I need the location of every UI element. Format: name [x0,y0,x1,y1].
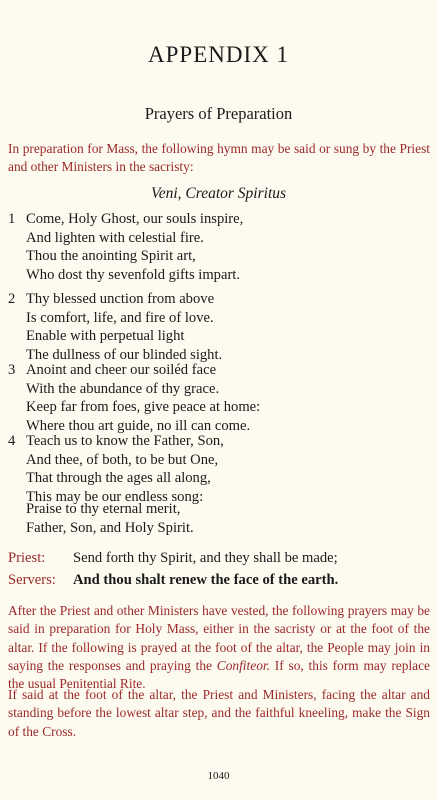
verse-number: 4 [8,433,16,449]
verse-number: 1 [8,211,16,227]
doxology-line: Father, Son, and Holy Spirit. [26,519,194,536]
dialogue-text: Send forth thy Spirit, and they shall be made; [73,550,338,566]
verse-line: Anoint and cheer our soiléd face [26,362,217,378]
verse-line: That through the ages all along, [26,470,211,486]
rubric-text: If so, this form may replace the usual Penitential Rite. [8,657,430,692]
verse-number: 2 [8,291,16,307]
rubric-confiteor: Confiteor. [216,657,270,673]
dialogue-servers [8,572,428,589]
verse-line: Come, Holy Ghost, our souls inspire, [26,211,244,227]
rubric-foot-of-altar: If said at the foot of the altar, the Priest and Ministers, facing the altar and standing before the lowest altar step, and the faithful kneeling, make the Sign of the Cross. [8,687,430,739]
appendix-title: APPENDIX 1 [148,42,289,67]
doxology-line: Praise to thy eternal merit, [26,501,181,517]
verse-line: Thy blessed unction from above [26,291,215,307]
verse-line: And lighten with celestial fire. [26,229,204,246]
verse-line: Teach us to know the Father, Son, [26,433,224,449]
dialogue-priest [8,550,428,567]
verse-number: 3 [8,362,16,378]
verse-line: The dullness of our blinded sight. [26,346,223,363]
hymn-title: Veni, Creator Spiritus [150,185,287,202]
rubric-after-vesting [8,602,430,693]
dialogue-response: And thou shalt renew the face of the earth. [73,572,339,588]
verse-line: Keep far from foes, give peace at home: [26,399,261,415]
verse-line: Who dost thy sevenfold gifts impart. [26,266,241,283]
dialogue-role: Priest: [8,550,46,566]
verse-line: This may be our endless song: [26,488,204,505]
verse-line: With the abundance of thy grace. [26,380,220,397]
dialogue-role: Servers: [8,572,56,588]
verse-line: Where thou art guide, no ill can come. [26,417,251,434]
page-number: 1040 [207,770,230,782]
verse-line: Is comfort, life, and fire of love. [26,309,214,326]
intro-rubric: In preparation for Mass, the following hymn may be said or sung by the Priest and other Ministers in the sacristy: [8,141,430,174]
verse-line: Thou the anointing Spirit art, [26,248,196,264]
section-title: Prayers of Preparation [144,104,293,123]
rubric-text: After the Priest and other Ministers have vested, the following prayers may be said in preparation for Holy Mass, either in the sacristy or at the foot of the altar. If the following is prayed at the foot of the altar, the People may join in saying the responses and praying the [8,603,430,673]
verse-line: Enable with perpetual light [26,328,185,344]
verse-line: And thee, of both, to be but One, [26,451,219,468]
